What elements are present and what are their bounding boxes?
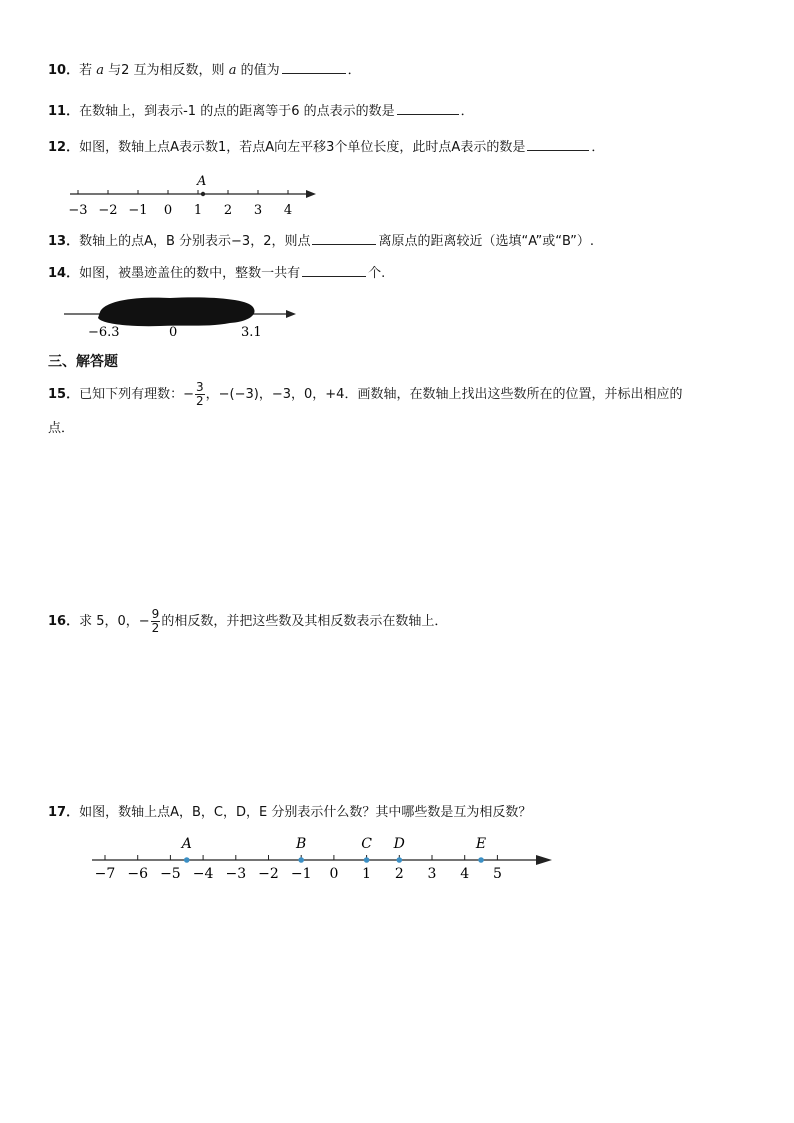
point-label: A: [181, 836, 192, 852]
question-text: 与2 互为相反数，则: [108, 63, 225, 78]
tick-label: −5: [160, 866, 181, 882]
tick-label: 4: [283, 203, 293, 218]
point-c-marker: [364, 857, 370, 863]
question-number: 17．: [48, 805, 80, 820]
fraction: [195, 381, 205, 408]
question-text: 如图，数轴上点A，B，C，D，E 分别表示什么数？其中哪些数是互为相反数？: [79, 805, 532, 820]
tick-label: −3: [225, 866, 247, 882]
fraction-numerator: 9: [151, 607, 160, 621]
question-13: [48, 231, 594, 251]
question-text: 个.: [368, 266, 386, 281]
point-b-marker: [298, 857, 304, 863]
point-label: C: [361, 836, 372, 852]
fraction-denominator: 2: [196, 394, 204, 408]
tick-label: −4: [192, 866, 214, 882]
fraction-numerator: 3: [196, 380, 204, 394]
axis-arrow: [536, 855, 552, 865]
question-text: 点．: [48, 421, 75, 436]
tick-label: −1: [128, 203, 148, 218]
answer-blank[interactable]: [302, 263, 366, 277]
question-number: 10．: [48, 63, 80, 78]
tick-label: 2: [394, 866, 404, 882]
section-heading: 三、解答题: [48, 354, 118, 370]
question-text: 离原点的距离较近（选填“A”或“B”）.: [378, 234, 595, 249]
tick-label: 5: [492, 866, 502, 882]
question-text: 如图，被墨迹盖住的数中，整数一共有: [79, 266, 301, 281]
number-line-figure-12: [60, 170, 330, 220]
question-16: [48, 608, 447, 635]
tick-label: 0: [329, 866, 339, 882]
question-text: ．: [591, 140, 605, 155]
question-number: 13．: [48, 234, 80, 249]
question-15: [48, 381, 682, 408]
point-label: B: [296, 836, 307, 852]
tick-label: −2: [258, 866, 279, 882]
answer-blank[interactable]: [397, 101, 459, 115]
question-text: 数轴上的点A，B 分别表示−3，2，则点: [79, 234, 311, 249]
fraction: [151, 608, 161, 635]
tick-label: −7: [94, 866, 116, 882]
question-text: 已知下列有理数：−: [79, 387, 194, 402]
fraction-denominator: 2: [151, 621, 160, 635]
answer-blank[interactable]: [282, 60, 346, 74]
question-text: ，−(−3)，−3，0，+4．画数轴，在数轴上找出这些数所在的位置，并标出相应的: [205, 387, 683, 402]
point-label: A: [197, 174, 207, 189]
question-text: 的值为: [240, 63, 280, 78]
point-label: E: [475, 836, 487, 852]
tick-label: −3: [68, 203, 88, 218]
question-text: 的相反数，并把这些数及其相反数表示在数轴上．: [161, 614, 448, 629]
tick-label: 1: [193, 203, 203, 218]
question-14: [48, 263, 385, 283]
tick-label: 2: [223, 203, 233, 218]
tick-label: 0: [169, 325, 178, 340]
question-text: ．: [347, 63, 361, 78]
point-a-marker: [184, 857, 190, 863]
question-11: [48, 101, 474, 121]
tick-label: 1: [362, 866, 372, 882]
point-d-marker: [397, 857, 403, 863]
axis-arrow: [306, 190, 316, 198]
question-text: 若: [79, 63, 93, 78]
tick-label: −6.3: [88, 325, 120, 340]
question-text: 求 5，0，−: [79, 614, 150, 629]
tick-label: −2: [98, 203, 118, 218]
question-number: 11．: [48, 104, 80, 119]
axis-arrow: [286, 310, 296, 318]
tick-label: 0: [163, 203, 173, 218]
number-line-figure-17: [80, 830, 560, 885]
variable-a: a: [228, 63, 237, 78]
ink-number-line-figure-14: [60, 290, 305, 340]
question-number: 14．: [48, 266, 80, 281]
question-number: 16．: [48, 614, 80, 629]
question-text: 如图，数轴上点A表示数1，若点A向左平移3个单位长度，此时点A表示的数是: [79, 140, 526, 155]
tick-label: −6: [127, 866, 149, 882]
question-text: ．: [460, 104, 474, 119]
point-e-marker: [478, 857, 484, 863]
point-label: D: [393, 836, 405, 852]
question-17: [48, 804, 531, 822]
question-15-continued: [48, 420, 74, 438]
point-a-marker: [201, 192, 205, 196]
tick-label: 3: [427, 866, 437, 882]
question-number: 15．: [48, 387, 80, 402]
tick-label: 3.1: [241, 325, 262, 340]
tick-label: 3: [253, 203, 263, 218]
variable-a: a: [96, 63, 105, 78]
ink-blot: [98, 297, 255, 326]
question-number: 12．: [48, 140, 80, 155]
tick-label: 4: [460, 866, 470, 882]
question-12: [48, 137, 604, 157]
question-10: [48, 60, 361, 80]
tick-label: −1: [290, 866, 312, 882]
question-text: 在数轴上，到表示-1 的点的距离等于6 的点表示的数是: [79, 104, 395, 119]
answer-blank[interactable]: [527, 137, 589, 151]
answer-blank[interactable]: [312, 231, 376, 245]
